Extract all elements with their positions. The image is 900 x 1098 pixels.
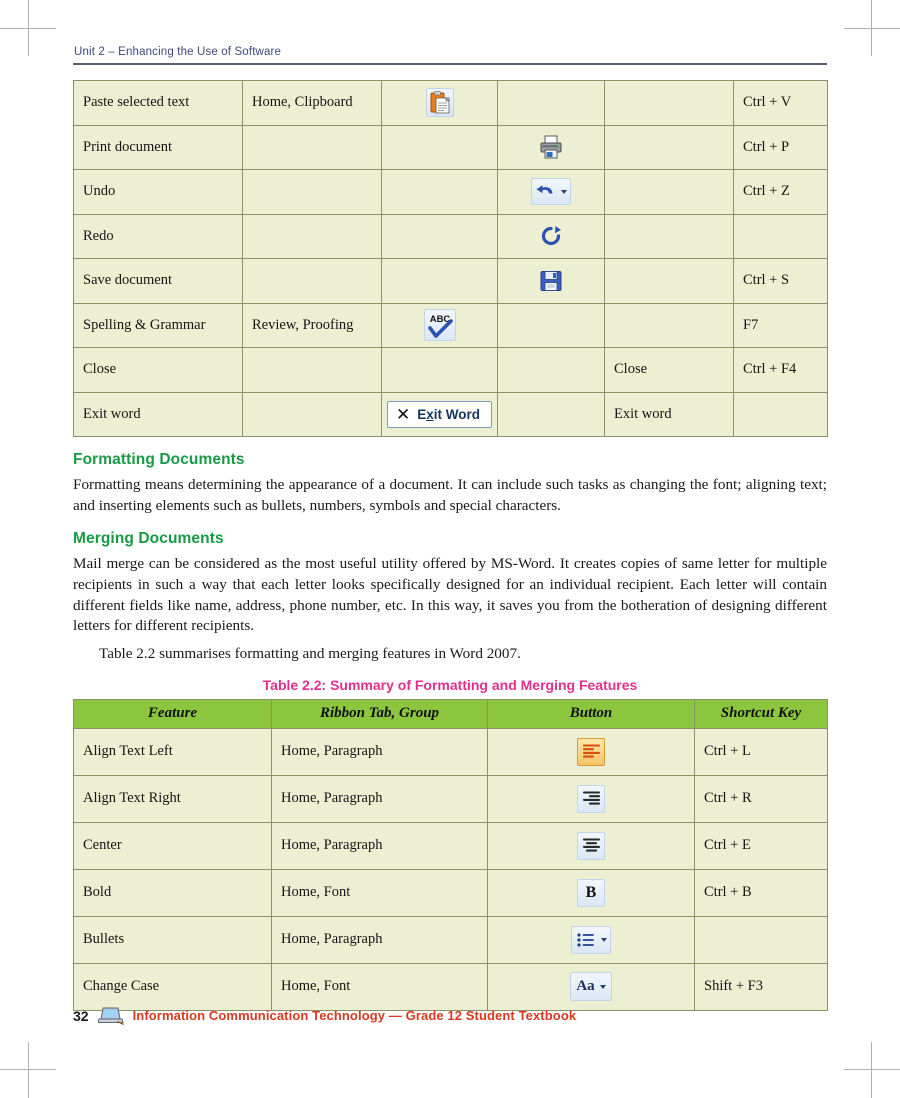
table-row: [74, 916, 828, 963]
cell-shortcut: Ctrl + P: [734, 125, 828, 170]
cell-feature: Paste selected text: [74, 81, 243, 126]
table-row: [74, 81, 828, 126]
change-case-icon[interactable]: [570, 972, 612, 1001]
running-head-rule: [73, 63, 827, 65]
cell-office-button: Exit word: [605, 392, 734, 437]
cell-button: [382, 348, 498, 393]
exit-word-button[interactable]: [387, 401, 492, 428]
cell-feature: Bullets: [74, 916, 272, 963]
page-footer: [73, 1006, 833, 1025]
crop-mark-bottom-right-v: [871, 1042, 872, 1098]
paste-clipboard-icon[interactable]: [426, 88, 454, 117]
cell-feature: Undo: [74, 170, 243, 215]
cell-qat-button: [498, 392, 605, 437]
cell-button: [382, 170, 498, 215]
crop-mark-top-right-h: [844, 28, 900, 29]
cell-feature: Align Text Right: [74, 775, 272, 822]
bold-icon[interactable]: [577, 879, 605, 907]
align-right-icon[interactable]: [577, 785, 605, 813]
cell-feature: Close: [74, 348, 243, 393]
cell-ribbon: [243, 259, 382, 304]
table-row: [74, 348, 828, 393]
section-heading-formatting: Formatting Documents: [73, 451, 245, 468]
table-header-row: [74, 699, 828, 728]
cell-shortcut: Ctrl + F4: [734, 348, 828, 393]
cell-qat-button: [498, 303, 605, 348]
abc-spellcheck-icon[interactable]: [424, 309, 456, 341]
table-row: [74, 214, 828, 259]
cell-feature: Exit word: [74, 392, 243, 437]
cell-button: [488, 963, 695, 1010]
table-caption: Table 2.2: Summary of Formatting and Merging Features: [262, 676, 638, 693]
cell-qat-button: [498, 259, 605, 304]
paragraph-table-intro: Table 2.2 summarises formatting and merging features in Word 2007.: [99, 645, 521, 663]
cell-qat-button: [498, 348, 605, 393]
chevron-down-icon[interactable]: [601, 938, 607, 942]
table-row: [74, 125, 828, 170]
cell-shortcut: F7: [734, 303, 828, 348]
table-row: [74, 728, 828, 775]
floppy-disk-save-icon[interactable]: [538, 268, 564, 294]
printer-icon[interactable]: [537, 133, 565, 161]
paragraph-merging: Mail merge can be considered as the most useful utility offered by MS-Word. It creates copies of same letter for multiple recipients in such a way that each letter looks specifically designed for an individual recipient. Each letter will contain different fields like name, address, phone number, etc. In this way, it saves you from the botheration of designing different letters for different recipients.: [73, 555, 827, 635]
cell-shortcut: [734, 392, 828, 437]
cell-feature: Spelling & Grammar: [74, 303, 243, 348]
cell-shortcut: [695, 916, 828, 963]
cell-ribbon: [243, 170, 382, 215]
paragraph-formatting: Formatting means determining the appearance of a document. It can include such tasks as changing the font; aligning text; and inserting elements such as bullets, numbers, symbols and special characters.: [73, 476, 827, 514]
cell-ribbon: Home, Paragraph: [272, 728, 488, 775]
crop-mark-top-left-v: [28, 0, 29, 56]
table-row: [74, 822, 828, 869]
cell-ribbon: [243, 348, 382, 393]
bullets-icon[interactable]: [571, 926, 611, 954]
cell-ribbon: Review, Proofing: [243, 303, 382, 348]
footer-title: Information Communication Technology — Grade 12 Student Textbook: [132, 1008, 577, 1023]
cell-ribbon: Home, Font: [272, 963, 488, 1010]
table-row: [74, 170, 828, 215]
cell-shortcut: Ctrl + S: [734, 259, 828, 304]
redo-arrow-icon[interactable]: [538, 223, 564, 249]
cell-ribbon: Home, Paragraph: [272, 822, 488, 869]
cell-feature: Align Text Left: [74, 728, 272, 775]
table-row: [74, 392, 828, 437]
page-number: 32: [73, 1007, 89, 1024]
cell-shortcut: Ctrl + L: [695, 728, 828, 775]
cell-button: [382, 125, 498, 170]
cell-ribbon: [243, 125, 382, 170]
table-row: [74, 775, 828, 822]
cell-ribbon: Home, Paragraph: [272, 775, 488, 822]
cell-button: [488, 822, 695, 869]
cell-feature: Change Case: [74, 963, 272, 1010]
cell-qat-button: [498, 81, 605, 126]
bold-icon-label: B: [585, 883, 597, 901]
shortcuts-table: [73, 80, 828, 437]
table-row: [74, 303, 828, 348]
cell-button: [382, 259, 498, 304]
crop-mark-bottom-right-h: [844, 1069, 900, 1070]
close-x-icon: ✕: [395, 404, 411, 424]
cell-office-button: [605, 259, 734, 304]
cell-office-button: Close: [605, 348, 734, 393]
column-header-feature: Feature: [74, 699, 272, 728]
cell-button: [488, 916, 695, 963]
laptop-icon: [98, 1006, 124, 1025]
crop-mark-top-right-v: [871, 0, 872, 56]
cell-shortcut: Ctrl + R: [695, 775, 828, 822]
cell-shortcut: [734, 214, 828, 259]
table-row: [74, 869, 828, 916]
change-case-icon-label: Aa: [576, 978, 595, 995]
cell-shortcut: Ctrl + Z: [734, 170, 828, 215]
cell-ribbon: [243, 214, 382, 259]
page-content: [73, 46, 827, 1011]
cell-shortcut: Ctrl + B: [695, 869, 828, 916]
cell-ribbon: Home, Clipboard: [243, 81, 382, 126]
cell-office-button: [605, 214, 734, 259]
cell-office-button: [605, 170, 734, 215]
cell-button: [488, 775, 695, 822]
section-heading-merging: Merging Documents: [73, 530, 224, 548]
cell-office-button: [605, 125, 734, 170]
cell-office-button: [605, 81, 734, 126]
cell-feature: Bold: [74, 869, 272, 916]
crop-mark-bottom-left-v: [28, 1042, 29, 1098]
cell-button: [382, 214, 498, 259]
chevron-down-icon[interactable]: [561, 190, 567, 194]
cell-button: [382, 81, 498, 126]
cell-shortcut: Ctrl + E: [695, 822, 828, 869]
cell-shortcut: Ctrl + V: [734, 81, 828, 126]
column-header-ribbon: Ribbon Tab, Group: [272, 699, 488, 728]
cell-office-button: [605, 303, 734, 348]
cell-ribbon: Home, Font: [272, 869, 488, 916]
align-left-icon[interactable]: [577, 738, 605, 766]
cell-feature: Save document: [74, 259, 243, 304]
column-header-shortcut: Shortcut Key: [695, 699, 828, 728]
svg-text:ABC: ABC: [429, 314, 450, 326]
cell-qat-button: [498, 170, 605, 215]
running-head: Unit 2 – Enhancing the Use of Software: [74, 46, 282, 58]
cell-button: [488, 869, 695, 916]
cell-button: [382, 303, 498, 348]
undo-arrow-icon[interactable]: [531, 178, 571, 205]
exit-word-button-label: Exit Word: [417, 406, 481, 422]
cell-feature: Redo: [74, 214, 243, 259]
chevron-down-icon[interactable]: [600, 985, 606, 989]
align-center-icon[interactable]: [577, 832, 605, 860]
formatting-features-table: [73, 699, 828, 1011]
cell-ribbon: [243, 392, 382, 437]
column-header-button: Button: [488, 699, 695, 728]
cell-button: [382, 392, 498, 437]
cell-ribbon: Home, Paragraph: [272, 916, 488, 963]
table-row: [74, 259, 828, 304]
cell-feature: Center: [74, 822, 272, 869]
cell-qat-button: [498, 125, 605, 170]
table-row: [74, 963, 828, 1010]
cell-button: [488, 728, 695, 775]
cell-qat-button: [498, 214, 605, 259]
cell-feature: Print document: [74, 125, 243, 170]
cell-shortcut: Shift + F3: [695, 963, 828, 1010]
